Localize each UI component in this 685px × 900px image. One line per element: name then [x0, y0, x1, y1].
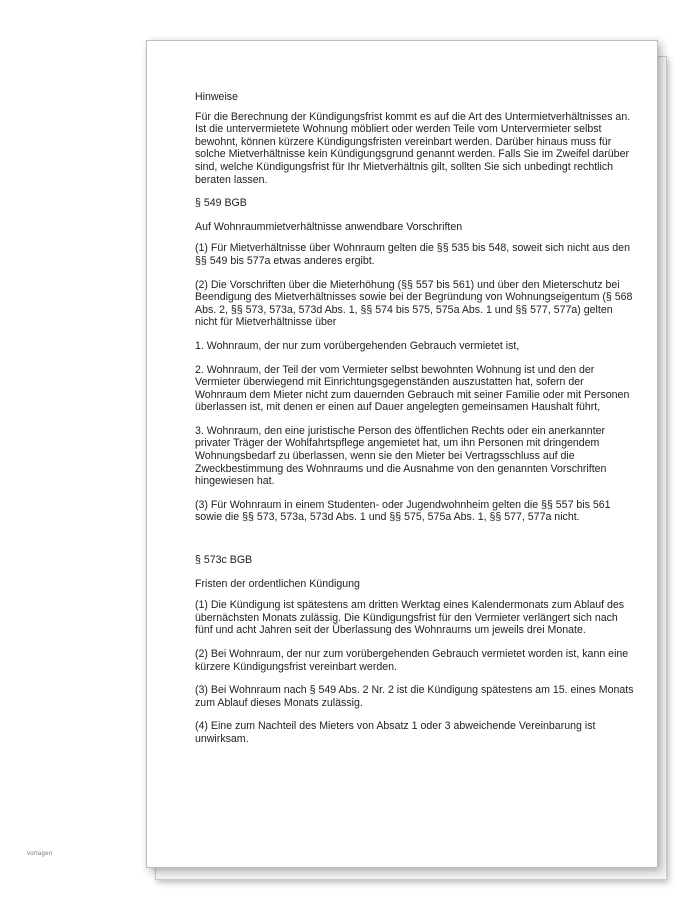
section-549-paragraph: 1. Wohnraum, der nur zum vorübergehenden Gebrauch vermietet ist,: [195, 339, 520, 352]
section-573c-paragraph: (2) Bei Wohnraum, der nur zum vorübergehenden Gebrauch vermietet worden ist, kann eine kürzere Kündigungsfrist vereinbart werden.: [195, 648, 629, 673]
section-549-subtitle: Auf Wohnraummietverhältnisse anwendbare Vorschriften: [195, 220, 463, 233]
document-heading: Hinweise: [195, 91, 238, 103]
section-573c-title: § 573c BGB: [195, 554, 253, 567]
section-573c-subtitle: Fristen der ordentlichen Kündigung: [195, 577, 360, 590]
section-549-paragraph: (1) Für Mietverhältnisse über Wohnraum gelten die §§ 535 bis 548, soweit sich nicht aus den §§ 549 bis 577a etwas anderes ergibt.: [195, 242, 630, 267]
section-573c-paragraph: (1) Die Kündigung ist spätestens am dritten Werktag eines Kalendermonats zum Ablauf des übernächsten Monats zulässig. Die Kündigungsfrist für den Vermieter verlängert sich nach fünf und acht Jahren seit der Überlassung des Wohnraums um jeweils drei Monate.: [195, 599, 625, 637]
watermark: vorlagen: [27, 851, 53, 857]
section-549-paragraph: 2. Wohnraum, der Teil der vom Vermieter selbst bewohnten Wohnung ist und den der Vermieter überwiegend mit Einrichtungsgegenständen auszustatten hat, sofern der Wohnraum dem Mieter nicht zum dauernden Gebrauch mit seiner Familie oder mit Personen überlassen ist, mit denen er einen auf Dauer angelegten gemeinsamen Haushalt führt,: [195, 363, 630, 414]
document-page: [146, 40, 658, 868]
section-573c-paragraph: (4) Eine zum Nachteil des Mieters von Absatz 1 oder 3 abweichende Vereinbarung ist unwirksam.: [195, 720, 596, 745]
section-549-paragraph: (3) Für Wohnraum in einem Studenten- oder Jugendwohnheim gelten die §§ 557 bis 561 sowie die §§ 573, 573a, 573d Abs. 1 und §§ 575, 575a Abs. 1, §§ 577, 577a nicht.: [195, 498, 611, 524]
intro-paragraph: Für die Berechnung der Kündigungsfrist kommt es auf die Art des Untermietverhältnisses an. Ist die untervermietete Wohnung möbliert oder werden Teile vom Untervermieter selbst bewohnt, können kürzere Kündigungsfristen vereinbart werden. Darüber hinaus muss für solche Mietverhältnisse kein Kündigungsgrund genannt werden. Falls Sie im Zweifel darüber sind, welche Kündigungsfrist für Ihr Mietverhältnis gilt, sollten Sie sich unbedingt rechtlich beraten lassen.: [195, 110, 631, 186]
section-549-paragraph: 3. Wohnraum, den eine juristische Person des öffentlichen Rechts oder ein anerkannter privater Träger der Wohlfahrtspflege angemietet hat, um ihn Personen mit dringendem Wohnungsbedarf zu überlassen, wenn sie den Mieter bei Vertragsschluss auf die Zweckbestimmung des Wohnraums und die Ausnahme von den genannten Vorschriften hingewiesen hat.: [195, 424, 607, 488]
section-549-title: § 549 BGB: [195, 197, 247, 210]
section-549-paragraph: (2) Die Vorschriften über die Mieterhöhung (§§ 557 bis 561) und über den Mieterschutz bei Beendigung des Mietverhältnisses sowie bei der Begründung von Wohnungseigentum (§ 568 Abs. 2, §§ 573, 573a, 573d Abs. 1, §§ 574 bis 575, 575a Abs. 1 und §§ 577, 577a) gelten nicht für Mietverhältnisse über: [195, 278, 633, 329]
section-573c-paragraph: (3) Bei Wohnraum nach § 549 Abs. 2 Nr. 2 ist die Kündigung spätestens am 15. eines Monats zum Ablauf dieses Monats zulässig.: [195, 684, 634, 709]
